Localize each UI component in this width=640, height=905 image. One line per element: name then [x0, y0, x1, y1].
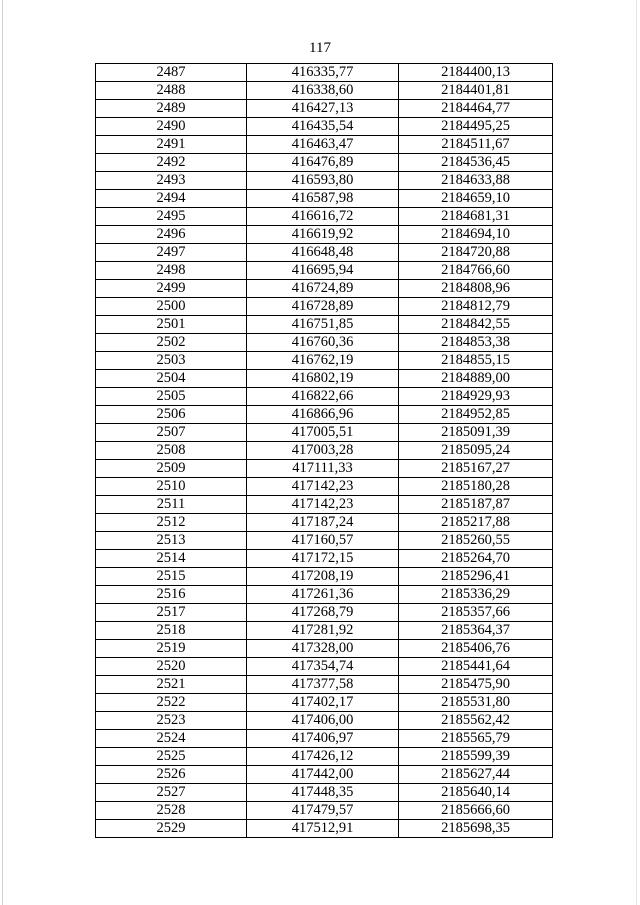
point-number-cell: 2493	[96, 172, 247, 190]
x-coordinate-cell: 417142,23	[247, 496, 399, 514]
x-coordinate-cell: 417003,28	[247, 442, 399, 460]
table-row	[96, 676, 553, 694]
table-row	[96, 604, 553, 622]
point-number-cell: 2517	[96, 604, 247, 622]
table-row	[96, 802, 553, 820]
x-coordinate-cell: 416762,19	[247, 352, 399, 370]
table-row	[96, 316, 553, 334]
table-row	[96, 406, 553, 424]
point-number-cell: 2501	[96, 316, 247, 334]
point-number-cell: 2495	[96, 208, 247, 226]
y-coordinate-cell: 2184681,31	[399, 208, 553, 226]
table-row	[96, 550, 553, 568]
x-coordinate-cell: 417172,15	[247, 550, 399, 568]
x-coordinate-cell: 417328,00	[247, 640, 399, 658]
x-coordinate-cell: 417268,79	[247, 604, 399, 622]
x-coordinate-cell: 417187,24	[247, 514, 399, 532]
x-coordinate-cell: 416822,66	[247, 388, 399, 406]
table-row	[96, 514, 553, 532]
table-row	[96, 658, 553, 676]
x-coordinate-cell: 416751,85	[247, 316, 399, 334]
point-number-cell: 2519	[96, 640, 247, 658]
point-number-cell: 2520	[96, 658, 247, 676]
point-number-cell: 2522	[96, 694, 247, 712]
x-coordinate-cell: 416593,80	[247, 172, 399, 190]
y-coordinate-cell: 2184808,96	[399, 280, 553, 298]
point-number-cell: 2510	[96, 478, 247, 496]
scan-edge-right	[636, 0, 637, 905]
x-coordinate-cell: 417479,57	[247, 802, 399, 820]
y-coordinate-cell: 2185441,64	[399, 658, 553, 676]
y-coordinate-cell: 2185167,27	[399, 460, 553, 478]
point-number-cell: 2492	[96, 154, 247, 172]
point-number-cell: 2507	[96, 424, 247, 442]
x-coordinate-cell: 417208,19	[247, 568, 399, 586]
table-row	[96, 568, 553, 586]
point-number-cell: 2526	[96, 766, 247, 784]
point-number-cell: 2516	[96, 586, 247, 604]
table-row	[96, 532, 553, 550]
table-row	[96, 82, 553, 100]
y-coordinate-cell: 2184633,88	[399, 172, 553, 190]
table-row	[96, 334, 553, 352]
point-number-cell: 2490	[96, 118, 247, 136]
y-coordinate-cell: 2185357,66	[399, 604, 553, 622]
y-coordinate-cell: 2184855,15	[399, 352, 553, 370]
y-coordinate-cell: 2184401,81	[399, 82, 553, 100]
point-number-cell: 2521	[96, 676, 247, 694]
table-row	[96, 226, 553, 244]
point-number-cell: 2496	[96, 226, 247, 244]
point-number-cell: 2506	[96, 406, 247, 424]
point-number-cell: 2514	[96, 550, 247, 568]
y-coordinate-cell: 2184853,38	[399, 334, 553, 352]
point-number-cell: 2527	[96, 784, 247, 802]
y-coordinate-cell: 2184495,25	[399, 118, 553, 136]
x-coordinate-cell: 417442,00	[247, 766, 399, 784]
point-number-cell: 2513	[96, 532, 247, 550]
point-number-cell: 2498	[96, 262, 247, 280]
point-number-cell: 2528	[96, 802, 247, 820]
table-row	[96, 388, 553, 406]
x-coordinate-cell: 416587,98	[247, 190, 399, 208]
y-coordinate-cell: 2185531,80	[399, 694, 553, 712]
table-row	[96, 442, 553, 460]
table-row	[96, 190, 553, 208]
y-coordinate-cell: 2185475,90	[399, 676, 553, 694]
table-row	[96, 820, 553, 838]
y-coordinate-cell: 2185627,44	[399, 766, 553, 784]
table-row	[96, 352, 553, 370]
x-coordinate-cell: 417142,23	[247, 478, 399, 496]
y-coordinate-cell: 2185565,79	[399, 730, 553, 748]
x-coordinate-cell: 417261,36	[247, 586, 399, 604]
point-number-cell: 2500	[96, 298, 247, 316]
page-number: 117	[309, 40, 331, 56]
point-number-cell: 2529	[96, 820, 247, 838]
x-coordinate-cell: 416463,47	[247, 136, 399, 154]
x-coordinate-cell: 417160,57	[247, 532, 399, 550]
y-coordinate-cell: 2185336,29	[399, 586, 553, 604]
point-number-cell: 2515	[96, 568, 247, 586]
y-coordinate-cell: 2184766,60	[399, 262, 553, 280]
x-coordinate-cell: 416760,36	[247, 334, 399, 352]
x-coordinate-cell: 417354,74	[247, 658, 399, 676]
table-row	[96, 208, 553, 226]
table-row	[96, 766, 553, 784]
x-coordinate-cell: 416648,48	[247, 244, 399, 262]
y-coordinate-cell: 2184694,10	[399, 226, 553, 244]
x-coordinate-cell: 416619,92	[247, 226, 399, 244]
table-row	[96, 154, 553, 172]
table-row	[96, 748, 553, 766]
table-row	[96, 478, 553, 496]
y-coordinate-cell: 2184400,13	[399, 64, 553, 82]
x-coordinate-cell: 416476,89	[247, 154, 399, 172]
x-coordinate-cell: 417426,12	[247, 748, 399, 766]
table-row	[96, 730, 553, 748]
y-coordinate-cell: 2184464,77	[399, 100, 553, 118]
point-number-cell: 2525	[96, 748, 247, 766]
y-coordinate-cell: 2184952,85	[399, 406, 553, 424]
table-row	[96, 370, 553, 388]
y-coordinate-cell: 2185666,60	[399, 802, 553, 820]
coordinates-table-body	[96, 64, 553, 838]
point-number-cell: 2504	[96, 370, 247, 388]
x-coordinate-cell: 417005,51	[247, 424, 399, 442]
x-coordinate-cell: 416335,77	[247, 64, 399, 82]
y-coordinate-cell: 2184889,00	[399, 370, 553, 388]
table-row	[96, 460, 553, 478]
y-coordinate-cell: 2185260,55	[399, 532, 553, 550]
x-coordinate-cell: 417377,58	[247, 676, 399, 694]
x-coordinate-cell: 417448,35	[247, 784, 399, 802]
y-coordinate-cell: 2185364,37	[399, 622, 553, 640]
coordinates-table	[95, 63, 553, 838]
y-coordinate-cell: 2185296,41	[399, 568, 553, 586]
x-coordinate-cell: 417406,00	[247, 712, 399, 730]
y-coordinate-cell: 2184720,88	[399, 244, 553, 262]
y-coordinate-cell: 2184659,10	[399, 190, 553, 208]
x-coordinate-cell: 417281,92	[247, 622, 399, 640]
table-row	[96, 586, 553, 604]
table-row	[96, 712, 553, 730]
point-number-cell: 2524	[96, 730, 247, 748]
x-coordinate-cell: 416724,89	[247, 280, 399, 298]
point-number-cell: 2497	[96, 244, 247, 262]
y-coordinate-cell: 2185180,28	[399, 478, 553, 496]
point-number-cell: 2488	[96, 82, 247, 100]
point-number-cell: 2494	[96, 190, 247, 208]
scan-edge-left	[2, 0, 3, 905]
y-coordinate-cell: 2185264,70	[399, 550, 553, 568]
point-number-cell: 2503	[96, 352, 247, 370]
point-number-cell: 2489	[96, 100, 247, 118]
point-number-cell: 2508	[96, 442, 247, 460]
table-row	[96, 784, 553, 802]
table-row	[96, 64, 553, 82]
x-coordinate-cell: 417406,97	[247, 730, 399, 748]
y-coordinate-cell: 2185217,88	[399, 514, 553, 532]
table-row	[96, 424, 553, 442]
x-coordinate-cell: 417402,17	[247, 694, 399, 712]
table-row	[96, 118, 553, 136]
y-coordinate-cell: 2185187,87	[399, 496, 553, 514]
y-coordinate-cell: 2185091,39	[399, 424, 553, 442]
x-coordinate-cell: 417111,33	[247, 460, 399, 478]
x-coordinate-cell: 416802,19	[247, 370, 399, 388]
y-coordinate-cell: 2185406,76	[399, 640, 553, 658]
point-number-cell: 2509	[96, 460, 247, 478]
point-number-cell: 2518	[96, 622, 247, 640]
y-coordinate-cell: 2185095,24	[399, 442, 553, 460]
x-coordinate-cell: 416427,13	[247, 100, 399, 118]
table-row	[96, 244, 553, 262]
point-number-cell: 2499	[96, 280, 247, 298]
table-row	[96, 136, 553, 154]
table-row	[96, 280, 553, 298]
x-coordinate-cell: 416616,72	[247, 208, 399, 226]
point-number-cell: 2491	[96, 136, 247, 154]
table-row	[96, 640, 553, 658]
table-row	[96, 100, 553, 118]
y-coordinate-cell: 2185640,14	[399, 784, 553, 802]
point-number-cell: 2511	[96, 496, 247, 514]
y-coordinate-cell: 2184929,93	[399, 388, 553, 406]
table-row	[96, 694, 553, 712]
x-coordinate-cell: 416695,94	[247, 262, 399, 280]
point-number-cell: 2487	[96, 64, 247, 82]
x-coordinate-cell: 416435,54	[247, 118, 399, 136]
y-coordinate-cell: 2185599,39	[399, 748, 553, 766]
x-coordinate-cell: 417512,91	[247, 820, 399, 838]
x-coordinate-cell: 416728,89	[247, 298, 399, 316]
table-row	[96, 622, 553, 640]
table-row	[96, 298, 553, 316]
point-number-cell: 2512	[96, 514, 247, 532]
point-number-cell: 2502	[96, 334, 247, 352]
point-number-cell: 2523	[96, 712, 247, 730]
table-row	[96, 262, 553, 280]
y-coordinate-cell: 2185698,35	[399, 820, 553, 838]
y-coordinate-cell: 2185562,42	[399, 712, 553, 730]
x-coordinate-cell: 416338,60	[247, 82, 399, 100]
y-coordinate-cell: 2184536,45	[399, 154, 553, 172]
y-coordinate-cell: 2184812,79	[399, 298, 553, 316]
table-row	[96, 496, 553, 514]
x-coordinate-cell: 416866,96	[247, 406, 399, 424]
table-row	[96, 172, 553, 190]
point-number-cell: 2505	[96, 388, 247, 406]
y-coordinate-cell: 2184842,55	[399, 316, 553, 334]
y-coordinate-cell: 2184511,67	[399, 136, 553, 154]
